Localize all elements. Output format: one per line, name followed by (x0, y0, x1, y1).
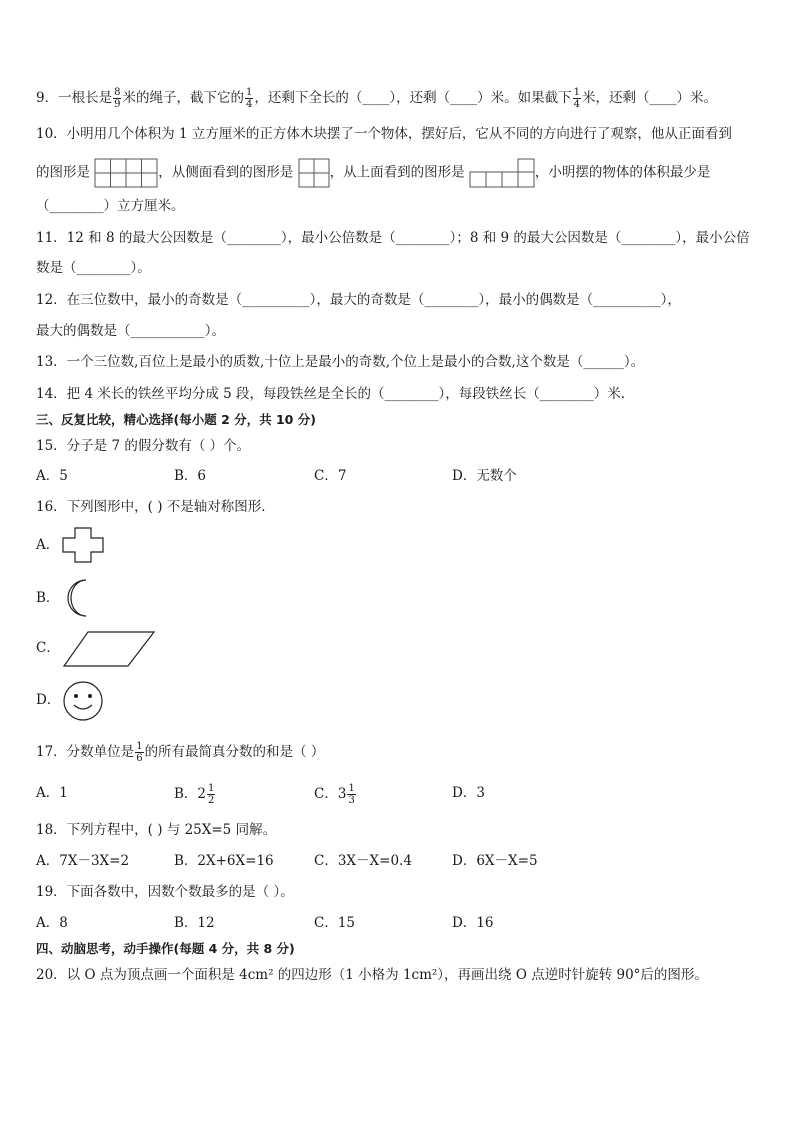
q18-option-c[interactable]: C．3X－X=0.4 (314, 853, 412, 869)
q19-option-a[interactable]: A．8 (36, 915, 68, 931)
q18-option-d[interactable]: D．6X－X=5 (452, 853, 538, 869)
smiley-face-icon (62, 680, 104, 722)
fraction-1-2: $\frac{1}{2}$ (208, 783, 215, 806)
question-19: 19．下面各数中，因数个数最多的是（ ）。 (36, 884, 294, 900)
q19-option-c[interactable]: C．15 (314, 915, 356, 931)
front-view-grid-icon (94, 158, 158, 188)
question-11-line-2: 数是（________）。 (36, 260, 151, 276)
question-18: 18．下列方程中，( ) 与 25X=5 同解。 (36, 822, 277, 838)
question-13: 13．一个三位数,百位上是最小的质数,十位上是最小的奇数,个位上是最小的合数,这个数是（______）。 (36, 354, 645, 370)
section-4-heading: 四、动脑思考，动手操作(每题 4 分，共 8 分) (36, 941, 295, 956)
q18-option-a[interactable]: A．7X－3X=2 (36, 853, 130, 869)
parallelogram-icon (62, 630, 156, 668)
top-view-grid-icon (469, 158, 535, 188)
crescent-moon-icon (62, 578, 98, 618)
q17-option-b[interactable]: B．2 $\frac{1}{2}$ (174, 783, 215, 806)
q19-option-b[interactable]: B．12 (174, 915, 215, 931)
cross-shape-icon (62, 527, 104, 563)
q19-option-d[interactable]: D．16 (452, 915, 494, 931)
question-10-line-1: 10．小明用几个体积为 1 立方厘米的正方体木块摆了一个物体，摆好后，它从不同的方向进行了观察，他从正面看到 (36, 126, 732, 142)
question-9: 9．一根长是 $\frac{8}{9}$ 米的绳子，截下它的 $\frac{1}{4}$ ，还剩下全长的（____），还剩（____）米。如果截下 $\frac{1}{4}$ 米，还剩（____）米。 (36, 87, 717, 110)
fraction-8-9: $\frac{8}{9}$ (114, 87, 121, 110)
question-11-line-1: 11．12 和 8 的最大公因数是（________），最小公倍数是（________）；8 和 9 的最大公因数是（________），最小公倍 (36, 230, 750, 246)
question-12-line-2: 最大的偶数是（___________）。 (36, 323, 225, 339)
question-10-line-3: （________）立方厘米。 (36, 198, 185, 214)
section-3-heading: 三、反复比较，精心选择(每小题 2 分，共 10 分) (36, 412, 316, 427)
q15-option-b[interactable]: B．6 (174, 468, 207, 484)
question-15: 15．分子是 7 的假分数有（ ）个。 (36, 438, 251, 454)
question-14: 14．把 4 米长的铁丝平均分成 5 段，每段铁丝是全长的（________），每段铁丝长（________）米. (36, 386, 626, 402)
side-view-grid-icon (298, 158, 330, 188)
fraction-1-6: $\frac{1}{6}$ (136, 741, 143, 764)
q17-option-a[interactable]: A．1 (36, 785, 68, 801)
q15-option-c[interactable]: C．7 (314, 468, 347, 484)
question-16: 16．下列图形中，( ) 不是轴对称图形． (36, 499, 275, 515)
q15-option-a[interactable]: A．5 (36, 468, 68, 484)
fraction-1-4: $\frac{1}{4}$ (245, 87, 253, 110)
q17-option-d[interactable]: D．3 (452, 785, 485, 801)
q18-option-b[interactable]: B．2X+6X=16 (174, 853, 274, 869)
fraction-1-3: $\frac{1}{3}$ (348, 783, 355, 806)
q17-option-c[interactable]: C．3 $\frac{1}{3}$ (314, 783, 355, 806)
question-20: 20．以 O 点为顶点画一个面积是 4cm² 的四边形（1 小格为 1cm²），再画出绕 O 点逆时针旋转 90°后的图形。 (36, 967, 708, 983)
q15-option-d[interactable]: D．无数个 (452, 468, 517, 484)
question-12-line-1: 12．在三位数中，最小的奇数是（__________），最大的奇数是（________），最小的偶数是（__________）， (36, 292, 681, 308)
question-10-line-2: 的图形是 ，从侧面看到的图形是 ，从上面看到的图形是 ，小明摆的物体的体积最少是 (36, 158, 710, 188)
fraction-1-4-b: $\frac{1}{4}$ (573, 87, 580, 110)
question-17: 17．分数单位是 $\frac{1}{6}$ 的所有最简真分数的和是（ ） (36, 741, 325, 764)
